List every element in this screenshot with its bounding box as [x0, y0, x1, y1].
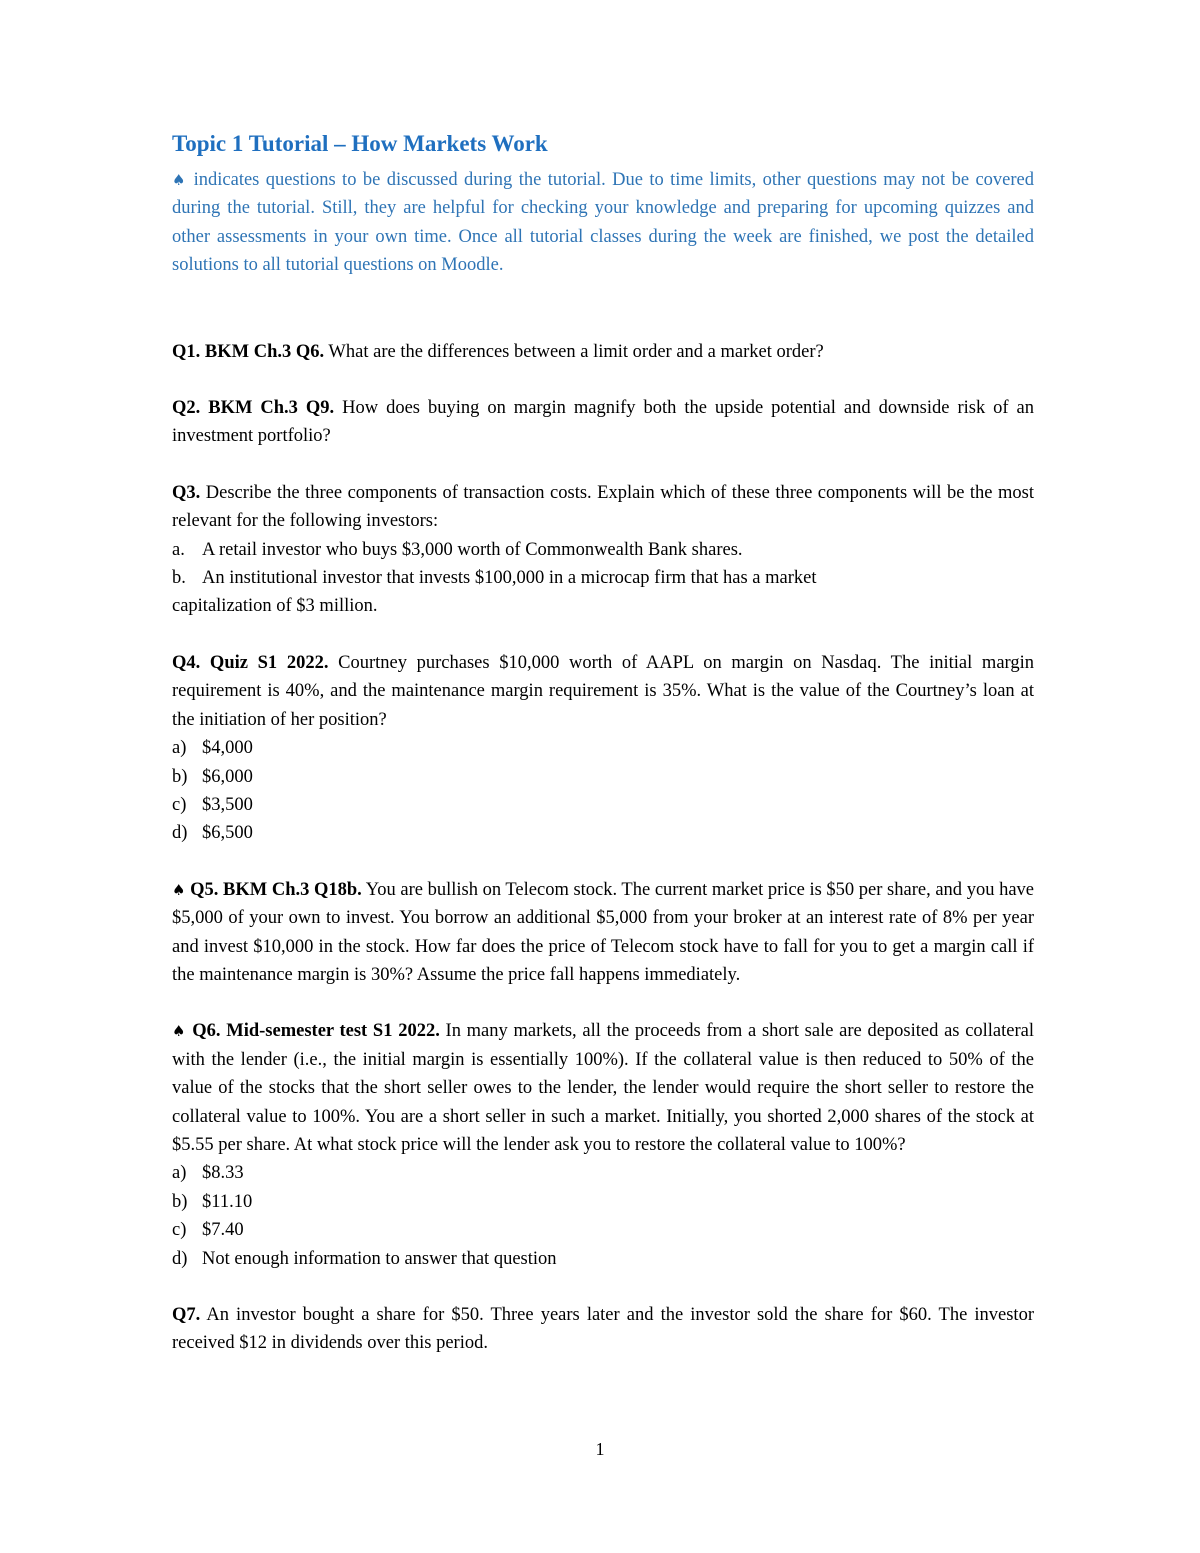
item-label: a. — [172, 539, 185, 560]
option-label: a) — [172, 738, 187, 759]
option-item — [172, 763, 1034, 791]
item-text: A retail investor who buys $3,000 worth of Commonwealth Bank shares. — [202, 539, 743, 560]
option-item — [172, 1159, 1034, 1187]
intro-text: indicates questions to be discussed during the tutorial. Due to time limits, other questions may not be covered during the tutorial. Still, they are helpful for checking your knowledge and preparing for upcoming quizzes and other assessments in your own time. Once all tutorial classes during the week are finished, we post the detailed solutions to all tutorial questions on Moodle. — [172, 170, 1034, 276]
question-2-label: Q2. BKM Ch.3 Q9. — [172, 398, 335, 419]
spade-icon: ♠ — [172, 171, 188, 189]
document-page — [172, 128, 1034, 1358]
option-text: $3,500 — [202, 794, 253, 815]
option-item — [172, 1216, 1034, 1244]
option-item — [172, 734, 1034, 762]
question-4-label: Q4. Quiz S1 2022. — [172, 652, 329, 673]
option-text: $6,000 — [202, 766, 253, 787]
question-2 — [172, 394, 1034, 451]
item-label: b. — [172, 568, 186, 589]
spade-icon: ♠ — [172, 1022, 187, 1041]
question-3-label: Q3. — [172, 482, 201, 503]
question-6-label: Q6. Mid-semester test S1 2022. — [192, 1021, 440, 1042]
option-label: d) — [172, 823, 188, 844]
question-5-text: You are bullish on Telecom stock. The current market price is $50 per share, and you have $5,000 of your own to invest. You borrow an additional $5,000 from your broker at an interest rate of 8% per year and invest $10,000 in the stock. How far does the price of Telecom stock have to fall for you to get a margin call if the maintenance margin is 30%? Assume the price fall happens immediately. — [172, 879, 1034, 985]
question-3 — [172, 479, 1034, 536]
question-1-label: Q1. BKM Ch.3 Q6. — [172, 341, 325, 362]
question-4-options — [172, 734, 1034, 848]
document-title: Topic 1 Tutorial – How Markets Work — [172, 131, 548, 156]
question-7 — [172, 1301, 1034, 1358]
question-3-items — [172, 536, 1034, 593]
option-text: $11.10 — [202, 1191, 253, 1212]
option-item — [172, 1245, 1034, 1273]
question-1 — [172, 338, 1034, 366]
question-5-label: Q5. BKM Ch.3 Q18b. — [190, 879, 362, 900]
spade-icon: ♠ — [172, 880, 186, 899]
question-6-text: In many markets, all the proceeds from a short sale are deposited as collateral with the lender (i.e., the initial margin is essentially 100%). If the collateral value is then reduced to 50% of the value of the stocks that the short seller owes to the lender, the lender would require the short seller to restore the collateral value to 100%. You are a short seller in such a market. Initially, you shorted 2,000 shares of the stock at $5.55 per share. At what stock price will the lender ask you to restore the collateral value to 100%? — [172, 1021, 1035, 1155]
option-item — [172, 1188, 1034, 1216]
question-1-text: What are the differences between a limit order and a market order? — [328, 341, 824, 362]
question-7-label: Q7. — [172, 1305, 201, 1325]
item-text: An institutional investor that invests $100,000 in a microcap firm that has a market — [202, 568, 817, 589]
question-5 — [172, 876, 1034, 990]
option-label: b) — [172, 1191, 188, 1212]
option-text: $4,000 — [202, 738, 253, 759]
question-6 — [172, 1017, 1034, 1159]
question-3-continuation: capitalization of $3 million. — [172, 596, 378, 617]
question-4 — [172, 649, 1034, 734]
question-7-text: An investor bought a share for $50. Three years later and the investor sold the share for $60. The investor received $12 in dividends over this period. — [172, 1305, 1034, 1354]
option-label: c) — [172, 1220, 187, 1241]
question-4-text: Courtney purchases $10,000 worth of AAPL on margin on Nasdaq. The initial margin requirement is 40%, and the maintenance margin requirement is 35%. What is the value of the Courtney’s loan at the initiation of her position? — [172, 652, 1034, 730]
option-text: $8.33 — [202, 1163, 244, 1184]
page-number: 1 — [595, 1439, 605, 1459]
option-label: d) — [172, 1248, 188, 1269]
option-text: $6,500 — [202, 823, 253, 844]
question-2-text: How does buying on margin magnify both the upside potential and downside risk of an investment portfolio? — [172, 398, 1035, 447]
intro-paragraph — [172, 166, 1034, 280]
option-label: c) — [172, 794, 187, 815]
list-item — [172, 536, 1034, 564]
option-label: a) — [172, 1163, 187, 1184]
question-3-text: Describe the three components of transaction costs. Explain which of these three components will be the most relevant for the following investors: — [172, 482, 1034, 532]
option-item — [172, 791, 1034, 819]
option-text: Not enough information to answer that question — [202, 1248, 557, 1269]
option-label: b) — [172, 766, 188, 787]
question-6-options — [172, 1159, 1034, 1273]
option-item — [172, 819, 1034, 847]
list-item — [172, 564, 1034, 592]
option-text: $7.40 — [202, 1220, 244, 1241]
